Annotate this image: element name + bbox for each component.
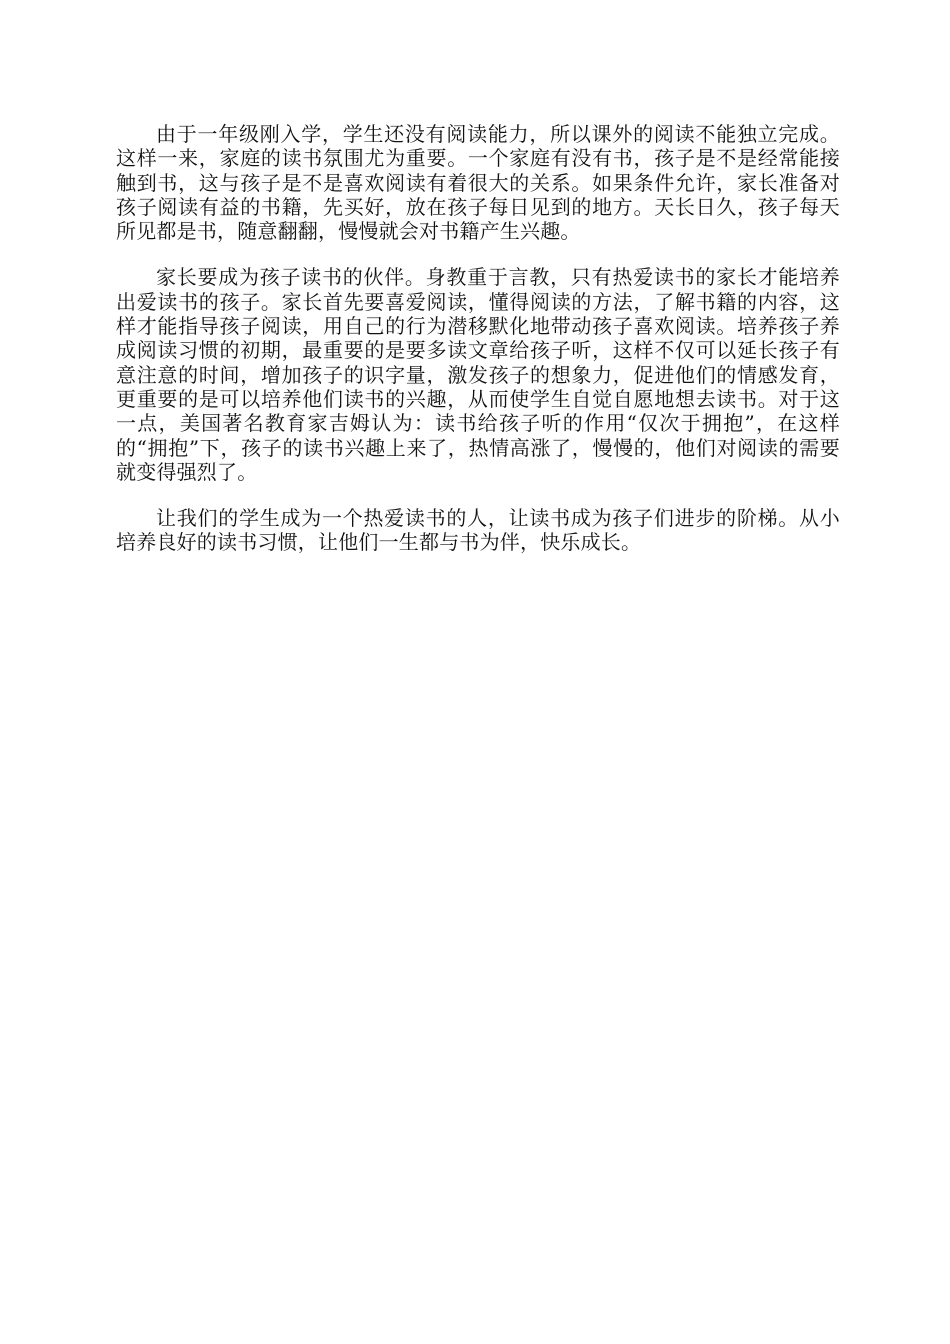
document-body <box>116 122 840 577</box>
paragraph-1: 由于一年级刚入学，学生还没有阅读能力，所以课外的阅读不能独立完成。这样一来，家庭的读书氛围尤为重要。一个家庭有没有书，孩子是不是经常能接触到书，这与孩子是不是喜欢阅读有着很大的关系。如果条件允许，家长准备对孩子阅读有益的书籍，先买好，放在孩子每日见到的地方。天长日久，孩子每天所见都是书，随意翻翻，慢慢就会对书籍产生兴趣。 <box>116 122 840 244</box>
paragraph-3: 让我们的学生成为一个热爱读书的人，让读书成为孩子们进步的阶梯。从小培养良好的读书习惯，让他们一生都与书为伴，快乐成长。 <box>116 506 840 555</box>
paragraph-2: 家长要成为孩子读书的伙伴。身教重于言教，只有热爱读书的家长才能培养出爱读书的孩子。家长首先要喜爱阅读，懂得阅读的方法，了解书籍的内容，这样才能指导孩子阅读，用自己的行为潜移默化地带动孩子喜欢阅读。培养孩子养成阅读习惯的初期，最重要的是要多读文章给孩子听，这样不仅可以延长孩子有意注意的时间，增加孩子的识字量，激发孩子的想象力，促进他们的情感发育，更重要的是可以培养他们读书的兴趣，从而使学生自觉自愿地想去读书。对于这一点，美国著名教育家吉姆认为：读书给孩子听的作用“仅次于拥抱”，在这样的“拥抱”下，孩子的读书兴趣上来了，热情高涨了，慢慢的，他们对阅读的需要就变得强烈了。 <box>116 265 840 484</box>
